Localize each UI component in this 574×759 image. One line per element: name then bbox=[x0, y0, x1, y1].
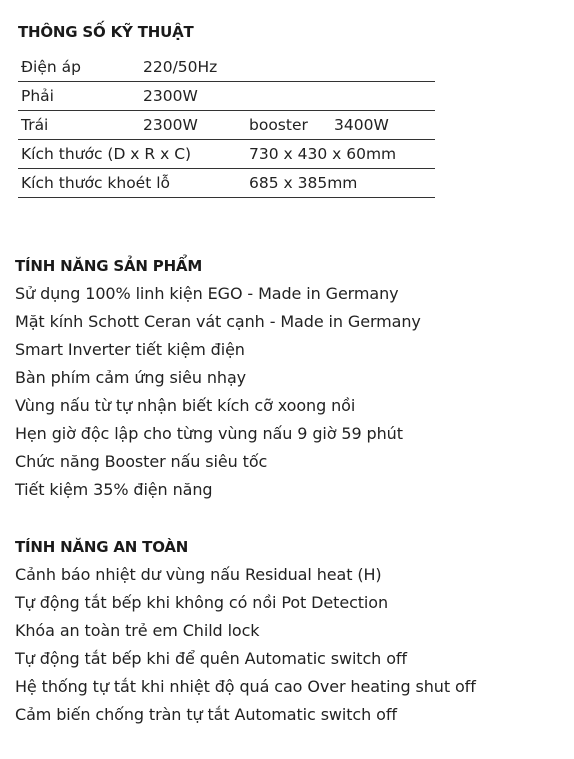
spec-row-dimensions bbox=[18, 140, 435, 169]
spec-row-left bbox=[18, 111, 435, 140]
features-title: TÍNH NĂNG SẢN PHẨM bbox=[15, 257, 203, 275]
feature-item: Tiết kiệm 35% điện năng bbox=[15, 480, 213, 499]
spec-value: 2300W bbox=[143, 87, 198, 105]
feature-item: Smart Inverter tiết kiệm điện bbox=[15, 340, 245, 359]
spec-label: Điện áp bbox=[21, 58, 81, 76]
feature-item: Bàn phím cảm ứng siêu nhạy bbox=[15, 368, 247, 387]
feature-item: Sử dụng 100% linh kiện EGO - Made in Germany bbox=[15, 284, 399, 303]
spec-value: 685 x 385mm bbox=[249, 174, 358, 192]
safety-item: Hệ thống tự tắt khi nhiệt độ quá cao Over heating shut off bbox=[15, 677, 476, 696]
spec-extra-value: 3400W bbox=[334, 116, 389, 134]
safety-section bbox=[15, 533, 476, 729]
feature-item: Vùng nấu từ tự nhận biết kích cỡ xoong nồi bbox=[15, 396, 356, 415]
safety-item: Khóa an toàn trẻ em Child lock bbox=[15, 621, 260, 640]
spec-label: Trái bbox=[21, 116, 49, 134]
spec-table bbox=[18, 53, 435, 198]
safety-item: Cảm biến chống tràn tự tắt Automatic switch off bbox=[15, 705, 397, 724]
spec-value: 220/50Hz bbox=[143, 58, 218, 76]
safety-title: TÍNH NĂNG AN TOÀN bbox=[15, 538, 189, 556]
spec-title: THÔNG SỐ KỸ THUẬT bbox=[18, 23, 194, 41]
feature-item: Mặt kính Schott Ceran vát cạnh - Made in Germany bbox=[15, 312, 421, 331]
safety-item: Cảnh báo nhiệt dư vùng nấu Residual heat (H) bbox=[15, 565, 382, 584]
safety-item: Tự động tắt bếp khi không có nồi Pot Detection bbox=[15, 593, 389, 612]
feature-item: Chức năng Booster nấu siêu tốc bbox=[15, 452, 268, 471]
spec-extra-label: booster bbox=[249, 116, 308, 134]
features-section bbox=[15, 252, 421, 504]
safety-item: Tự động tắt bếp khi để quên Automatic switch off bbox=[15, 649, 407, 668]
spec-label: Kích thước (D x R x C) bbox=[21, 145, 192, 163]
spec-value: 2300W bbox=[143, 116, 198, 134]
spec-value: 730 x 430 x 60mm bbox=[249, 145, 397, 163]
spec-row-right bbox=[18, 82, 435, 111]
spec-row-cutout bbox=[18, 169, 435, 198]
spec-label: Kích thước khoét lỗ bbox=[21, 174, 171, 192]
feature-item: Hẹn giờ độc lập cho từng vùng nấu 9 giờ 59 phút bbox=[15, 424, 403, 443]
spec-row-voltage bbox=[18, 53, 435, 82]
spec-label: Phải bbox=[21, 87, 54, 105]
